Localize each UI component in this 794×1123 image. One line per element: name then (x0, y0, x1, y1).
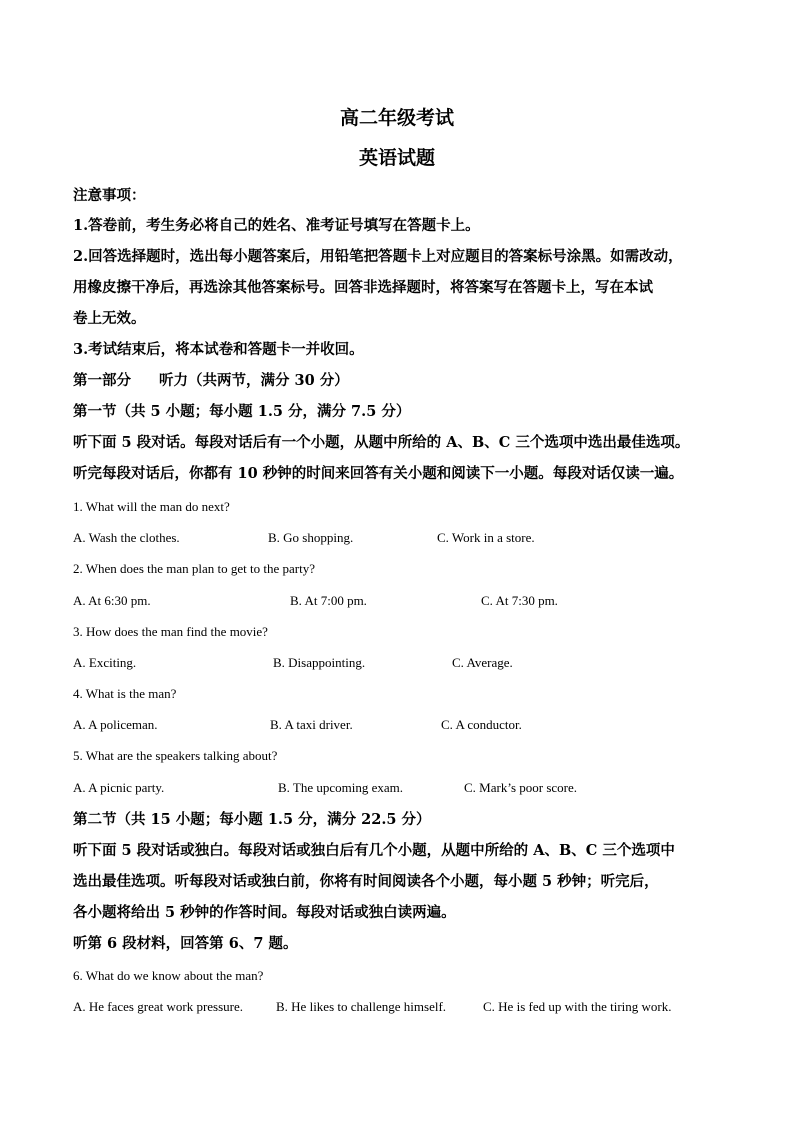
section-2-heading: 第二节（共 15 小题；每小题 1.5 分，满分 22.5 分） (73, 811, 431, 828)
question-3-option-c: C. Average. (452, 655, 513, 670)
question-3-option-a: A. Exciting. (73, 655, 137, 670)
notice-item-1: 1.答卷前，考生务必将自己的姓名、准考证号填写在答题卡上。 (73, 217, 480, 234)
question-2-option-a: A. At 6:30 pm. (73, 593, 151, 608)
question-1-option-a: A. Wash the clothes. (73, 530, 180, 545)
question-5-option-c: C. Mark’s poor score. (464, 780, 578, 795)
section-2-instructions-line-1: 听下面 5 段对话或独白。每段对话或独白后有几个小题，从题中所给的 A、B、C 三个选项中 (73, 842, 675, 859)
question-3-stem: 3. How does the man find the movie? (73, 624, 268, 639)
subject-title: 英语试题 (358, 147, 435, 169)
notice-item-2-line-1: 2.回答选择题时，选出每小题答案后，用铅笔把答题卡上对应题目的答案标号涂黑。如需改动， (73, 248, 683, 265)
notice-heading: 注意事项： (73, 187, 146, 204)
question-4-stem: 4. What is the man? (73, 686, 177, 701)
question-5-option-a: A. A picnic party. (73, 780, 165, 795)
section-2-instructions-line-2: 选出最佳选项。听每段对话或独白前，你将有时间阅读各个小题，每小题 5 秒钟；听完后， (73, 873, 659, 890)
question-5-stem: 5. What are the speakers talking about? (73, 748, 278, 763)
notice-item-3: 3.考试结束后，将本试卷和答题卡一并收回。 (73, 341, 364, 358)
question-6-option-c: C. He is fed up with the tiring work. (483, 999, 672, 1014)
section-1-instructions-line-2: 听完每段对话后，你都有 10 秒钟的时间来回答有关小题和阅读下一小题。每段对话仅读一遍。 (73, 465, 684, 482)
part-1-label: 第一部分 (73, 372, 131, 389)
question-2-stem: 2. When does the man plan to get to the party? (73, 561, 315, 576)
question-6-option-a: A. He faces great work pressure. (73, 999, 244, 1014)
notice-item-2-line-2: 用橡皮擦干净后，再选涂其他答案标号。回答非选择题时，将答案写在答题卡上，写在本试 (73, 279, 653, 296)
question-6-stem: 6. What do we know about the man? (73, 968, 264, 983)
question-2-option-c: C. At 7:30 pm. (481, 593, 558, 608)
notice-item-2-line-3: 卷上无效。 (73, 310, 146, 327)
material-6-instruction: 听第 6 段材料，回答第 6、7 题。 (73, 935, 298, 952)
question-4-option-c: C. A conductor. (441, 717, 522, 732)
question-1-stem: 1. What will the man do next? (73, 499, 230, 514)
exam-title: 高二年级考试 (339, 107, 454, 129)
question-4-option-a: A. A policeman. (73, 717, 158, 732)
part-1-name: 听力（共两节，满分 30 分） (159, 372, 349, 389)
question-4-option-b: B. A taxi driver. (270, 717, 353, 732)
question-6-option-b: B. He likes to challenge himself. (276, 999, 447, 1014)
question-1-option-b: B. Go shopping. (268, 530, 354, 545)
section-1-heading: 第一节（共 5 小题；每小题 1.5 分，满分 7.5 分） (73, 403, 411, 420)
part-1-heading (73, 371, 725, 391)
question-3-option-b: B. Disappointing. (273, 655, 366, 670)
section-2-instructions-line-3: 各小题将给出 5 秒钟的作答时间。每段对话或独白读两遍。 (73, 904, 456, 921)
question-2-option-b: B. At 7:00 pm. (290, 593, 367, 608)
question-5-option-b: B. The upcoming exam. (278, 780, 404, 795)
section-1-instructions-line-1: 听下面 5 段对话。每段对话后有一个小题，从题中所给的 A、B、C 三个选项中选出最佳选项。 (73, 434, 690, 451)
question-1-option-c: C. Work in a store. (437, 530, 535, 545)
